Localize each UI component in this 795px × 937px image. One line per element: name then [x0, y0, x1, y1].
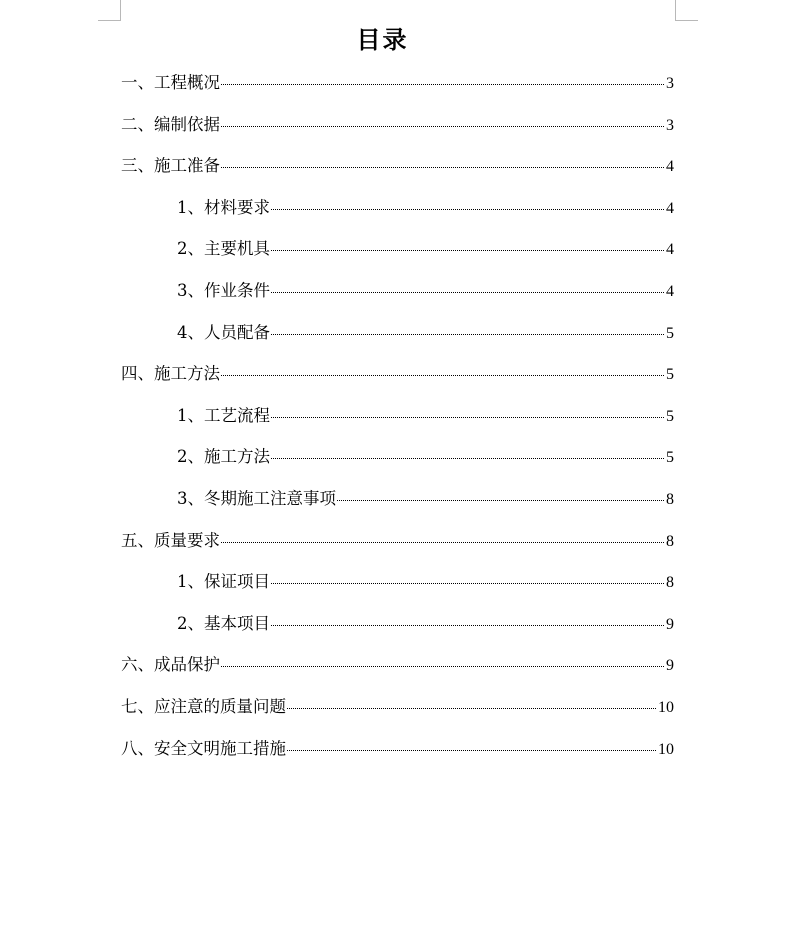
- toc-entry[interactable]: [121, 526, 674, 568]
- toc-entry-label: 三、施工准备: [121, 156, 220, 176]
- toc-entry-page-number: 4: [666, 282, 674, 300]
- toc-entry-page-number: 8: [666, 490, 674, 508]
- toc-entry[interactable]: [121, 734, 674, 776]
- toc-entry[interactable]: [121, 442, 674, 484]
- toc-dot-leader: [287, 708, 656, 709]
- toc-dot-leader: [271, 417, 664, 418]
- toc-entry-label: 1、工艺流程: [177, 405, 270, 425]
- toc-dot-leader: [337, 500, 664, 501]
- toc-dot-leader: [221, 126, 664, 127]
- toc-entry-label: 2、施工方法: [177, 447, 270, 467]
- table-of-contents: [121, 68, 674, 775]
- toc-entry[interactable]: [121, 359, 674, 401]
- toc-dot-leader: [271, 209, 664, 210]
- toc-dot-leader: [221, 542, 664, 543]
- toc-entry-label: 4、人员配备: [177, 322, 270, 342]
- toc-dot-leader: [271, 583, 664, 584]
- toc-entry-label: 一、工程概况: [121, 73, 220, 92]
- toc-entry-label: 八、安全文明施工措施: [121, 738, 286, 758]
- toc-dot-leader: [221, 84, 664, 85]
- toc-entry-page-number: 8: [666, 532, 674, 550]
- toc-entry[interactable]: [121, 401, 674, 443]
- toc-entry-label: 六、成品保护: [121, 655, 220, 675]
- toc-entry-label: 1、材料要求: [177, 197, 270, 217]
- toc-entry-page-number: 4: [666, 241, 674, 259]
- toc-entry[interactable]: [121, 567, 674, 609]
- toc-entry-label: 四、施工方法: [121, 364, 220, 384]
- toc-entry[interactable]: [121, 193, 674, 235]
- toc-entry-page-number: 5: [666, 407, 674, 425]
- toc-entry-page-number: 10: [658, 698, 674, 716]
- toc-entry-page-number: 8: [666, 574, 674, 592]
- toc-entry-page-number: 9: [666, 657, 674, 675]
- toc-entry-label: 3、作业条件: [177, 280, 270, 300]
- toc-entry-label: 五、质量要求: [121, 530, 220, 550]
- toc-entry[interactable]: [121, 484, 674, 526]
- toc-dot-leader: [271, 292, 664, 293]
- page-title: 目录: [356, 25, 409, 54]
- toc-entry-page-number: 4: [666, 199, 674, 217]
- toc-entry[interactable]: [121, 318, 674, 360]
- toc-entry-page-number: 5: [666, 366, 674, 384]
- toc-entry-page-number: 5: [666, 324, 674, 342]
- toc-entry[interactable]: [121, 692, 674, 734]
- toc-dot-leader: [287, 750, 656, 751]
- toc-entry-label: 2、主要机具: [177, 239, 270, 259]
- toc-entry-page-number: 9: [666, 615, 674, 633]
- page-corner-mark-top-right: [675, 0, 698, 21]
- toc-entry[interactable]: [121, 110, 674, 152]
- toc-entry-label: 1、保证项目: [177, 572, 270, 592]
- toc-dot-leader: [271, 250, 664, 251]
- toc-entry[interactable]: [121, 650, 674, 692]
- toc-dot-leader: [221, 167, 664, 168]
- toc-dot-leader: [221, 375, 664, 376]
- toc-entry-page-number: 4: [666, 158, 674, 176]
- toc-entry[interactable]: [121, 276, 674, 318]
- toc-entry-label: 二、编制依据: [121, 114, 220, 134]
- toc-entry-label: 七、应注意的质量问题: [121, 696, 286, 716]
- toc-dot-leader: [221, 666, 664, 667]
- toc-entry-label: 3、冬期施工注意事项: [177, 488, 336, 508]
- toc-entry[interactable]: [121, 234, 674, 276]
- toc-dot-leader: [271, 458, 664, 459]
- toc-entry-page-number: 3: [666, 116, 674, 134]
- toc-dot-leader: [271, 625, 664, 626]
- toc-entry-label: 2、基本项目: [177, 613, 270, 633]
- toc-entry-page-number: 5: [666, 449, 674, 467]
- toc-entry[interactable]: [121, 68, 674, 110]
- page-corner-mark-top-left: [98, 0, 121, 21]
- toc-entry-page-number: 10: [658, 740, 674, 758]
- toc-entry[interactable]: [121, 609, 674, 651]
- toc-entry-page-number: 3: [666, 75, 674, 92]
- toc-dot-leader: [271, 334, 664, 335]
- toc-entry[interactable]: [121, 151, 674, 193]
